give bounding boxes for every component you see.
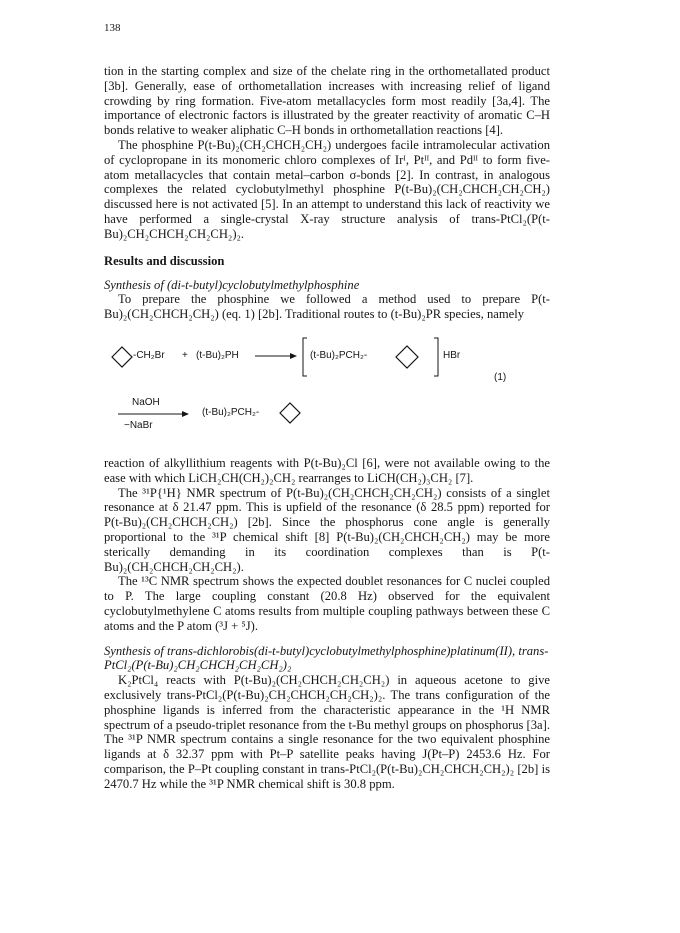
product: (t-Bu)₂PCH₂- — [202, 406, 260, 418]
bracket-right — [434, 338, 438, 376]
arrowhead-icon — [290, 353, 297, 359]
text-column — [104, 64, 550, 791]
paragraph-3: To prepare the phosphine we followed a method used to prepare P(t-Bu)₂(CH₂CHCH₂CH₂) (eq. 1) [2b]. Traditional routes to (t-Bu)₂PR species, namely — [104, 292, 550, 322]
paragraph-6: The ¹³C NMR spectrum shows the expected doublet resonances for C nuclei coupled to P. The large coupling constant (20.8 Hz) observed for the equivalent cyclobutylmethylene C atoms results from multiple coupling pathways between these C atoms and the P atom (³J + ⁵J). — [104, 574, 550, 633]
subsection-heading-2: Synthesis of trans-dichlorobis(di-t-butyl)cyclobutylmethylphosphine)platinum(II), trans-PtCl₂(P(t-Bu)₂CH₂CHCH₂CH₂CH₂)₂ — [104, 643, 549, 673]
equation-number: (1) — [494, 371, 507, 383]
plus-sign: + — [182, 349, 188, 361]
cyclobutane-ring-icon — [280, 403, 300, 423]
cyclobutane-ring-icon — [112, 347, 132, 367]
reagent-below-arrow: −NaBr — [124, 419, 153, 431]
bracket-left — [303, 338, 307, 376]
intermediate-phosphonium: (t-Bu)₂PCH₂- — [310, 349, 368, 361]
paragraph-2: The phosphine P(t-Bu)₂(CH₂CHCH₂CH₂) undergoes facile intramolecular activation of cyclopropane in its monomeric chloro complexes of Irᴵ, Ptᴵᴵ, and Pdᴵᴵ to form five-atom metallacycles that contain metal–carbon σ-bonds [2]. In contrast, in analogous complexes the related cyclobutylmethyl phosphine P(t-Bu)₂(CH₂CHCH₂CH₂CH₂) discussed here is not activated [5]. In an attempt to understand this lack of reactivity we have performed a single-crystal X-ray structure analysis of trans-PtCl₂(P(t-Bu)₂CH₂CHCH₂CH₂CH₂)₂. — [104, 137, 550, 241]
section-heading: Results and discussion — [104, 253, 225, 268]
reactant-2: (t-Bu)₂PH — [196, 349, 239, 361]
page-number: 138 — [104, 22, 121, 34]
reaction-scheme-graphics — [104, 330, 550, 452]
paragraph-7: K₂PtCl₄ reacts with P(t-Bu)₂(CH₂CHCH₂CH₂CH₂) in aqueous acetone to give exclusively trans-PtCl₂(P(t-Bu)₂CH₂CHCH₂CH₂CH₂)₂. The trans configuration of the phosphine ligands is inferred from the characteristic appearance in the ¹H NMR spectrum of a pseudo-triplet resonance from the t-Bu methyl groups on phosphorus [3a]. The ³¹P NMR spectrum contains a single resonance for the two equivalent phosphine ligands at δ 32.37 ppm with Pt–P satellite peaks having J(Pt–P) 2453.6 Hz. For comparison, the P–Pt coupling constant in trans-PtCl₂(P(t-Bu)₂CH₂CHCH₂CH₂)₂ [2b] is 2470.7 Hz while the ³¹P NMR chemical shift is 30.8 ppm. — [104, 673, 550, 791]
paragraph-5: The ³¹P{¹H} NMR spectrum of P(t-Bu)₂(CH₂CHCH₂CH₂CH₂) consists of a singlet resonance at δ 21.47 ppm. This is upfield of the resonance (δ 28.5 ppm) reported for P(t-Bu)₂(CH₂CHCH₂CH₂) [2b]. Since the phosphorus cone angle is generally proportional to the ³¹P chemical shift [8] P(t-Bu)₂(CH₂CHCH₂CH₂) may be more sterically demanding in its coordination complexes than is P(t-Bu)₂(CH₂CHCH₂CH₂CH₂). — [104, 485, 550, 574]
paragraph-4: reaction of alkyllithium reagents with P(t-Bu)₂Cl [6], were not available owing to the ease with which LiCH₂CH(CH₂)₂CH₂ rearranges to LiCH(CH₂)₃CH₂ [7]. — [104, 455, 550, 485]
intermediate-hbr: HBr — [443, 349, 461, 361]
arrowhead-icon — [182, 411, 189, 417]
paragraph-1: tion in the starting complex and size of the chelate ring in the orthometallated product [3b]. Generally, ease of orthometallation increases with increasing relief of ligand crowding by ring formation. Five-atom metallacycles form most readily [3a,4]. The importance of electronic factors is illustrated by the greater reactivity of aromatic C–H bonds relative to weaker aliphatic C–H bonds in orthometallation reactions [4]. — [104, 64, 550, 138]
cyclobutane-ring-icon — [396, 346, 418, 368]
reagent-above-arrow: NaOH — [132, 396, 160, 408]
subsection-heading-1: Synthesis of (di-t-butyl)cyclobutylmethylphosphine — [104, 277, 360, 292]
reactant-1: -CH₂Br — [133, 349, 165, 361]
reaction-scheme — [104, 330, 550, 452]
